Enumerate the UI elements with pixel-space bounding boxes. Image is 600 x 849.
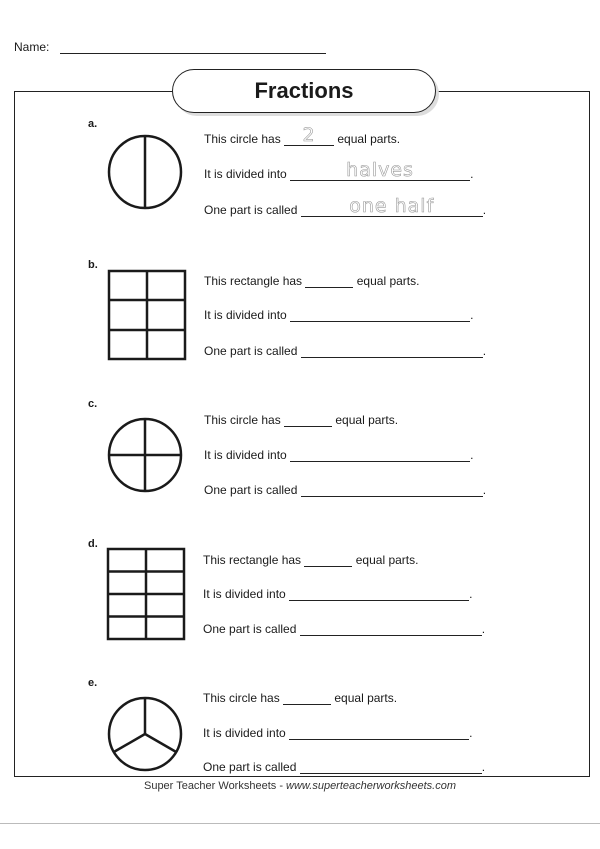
part-answer-blank[interactable] [301, 195, 483, 217]
line1-suffix: equal parts. [334, 691, 398, 705]
name-answer-blank[interactable] [290, 447, 470, 462]
name-answer-blank[interactable] [290, 159, 470, 181]
problem-letter: b. [88, 259, 98, 271]
traced-answer-name: halves [346, 159, 414, 181]
part-answer-blank[interactable] [300, 621, 482, 636]
page-title: Fractions [172, 69, 436, 113]
footer-url[interactable]: www.superteacherworksheets.com [286, 780, 457, 792]
line1-prefix: This circle has [203, 691, 280, 705]
period: . [482, 344, 487, 358]
count-answer-blank[interactable] [284, 412, 332, 427]
count-answer-blank[interactable] [283, 690, 331, 705]
problem-letter: e. [88, 677, 98, 689]
period: . [481, 622, 486, 636]
line1-prefix: This rectangle has [203, 553, 302, 567]
line3-prefix: One part is called [204, 344, 298, 358]
circle-halves-shape [105, 132, 185, 212]
part-answer-blank[interactable] [301, 482, 483, 497]
line2-prefix: It is divided into [204, 308, 287, 322]
line3-prefix: One part is called [204, 483, 298, 497]
name-answer-blank[interactable] [290, 307, 470, 322]
line1-prefix: This circle has [204, 132, 281, 146]
footer [0, 780, 600, 792]
circle-fourths-shape [105, 415, 185, 495]
line1-suffix: equal parts. [335, 413, 399, 427]
period: . [482, 203, 487, 217]
line1-prefix: This circle has [204, 413, 281, 427]
traced-answer-count: 2 [302, 124, 316, 146]
count-answer-blank[interactable] [304, 552, 352, 567]
traced-answer-part: one half [349, 195, 435, 217]
circle-thirds-shape [105, 694, 185, 774]
line3-prefix: One part is called [204, 203, 298, 217]
line1-prefix: This rectangle has [204, 274, 303, 288]
line1-suffix: equal parts. [356, 274, 420, 288]
problem-letter: d. [88, 538, 98, 550]
bottom-divider [0, 823, 600, 824]
line1-suffix: equal parts. [337, 132, 401, 146]
name-label: Name: [14, 40, 50, 54]
footer-separator: - [276, 780, 287, 792]
line3-prefix: One part is called [203, 760, 297, 774]
line2-prefix: It is divided into [203, 726, 286, 740]
line2-prefix: It is divided into [204, 167, 287, 181]
period: . [481, 760, 486, 774]
name-field[interactable] [60, 53, 326, 54]
count-answer-blank[interactable] [284, 124, 334, 146]
line3-prefix: One part is called [203, 622, 297, 636]
part-answer-blank[interactable] [301, 343, 483, 358]
period: . [469, 726, 473, 740]
period: . [469, 587, 473, 601]
rectangle-sixths-shape [107, 269, 189, 361]
period: . [482, 483, 487, 497]
count-answer-blank[interactable] [305, 273, 353, 288]
problem-letter: a. [88, 118, 98, 130]
period: . [470, 167, 474, 181]
period: . [470, 448, 474, 462]
period: . [470, 308, 474, 322]
name-answer-blank[interactable] [289, 586, 469, 601]
problem-letter: c. [88, 398, 98, 410]
line2-prefix: It is divided into [204, 448, 287, 462]
rectangle-eighths-shape [106, 547, 188, 647]
worksheet-frame [14, 91, 590, 777]
line1-suffix: equal parts. [355, 553, 419, 567]
part-answer-blank[interactable] [300, 759, 482, 774]
line2-prefix: It is divided into [203, 587, 286, 601]
name-answer-blank[interactable] [289, 725, 469, 740]
footer-brand: Super Teacher Worksheets [143, 780, 277, 792]
